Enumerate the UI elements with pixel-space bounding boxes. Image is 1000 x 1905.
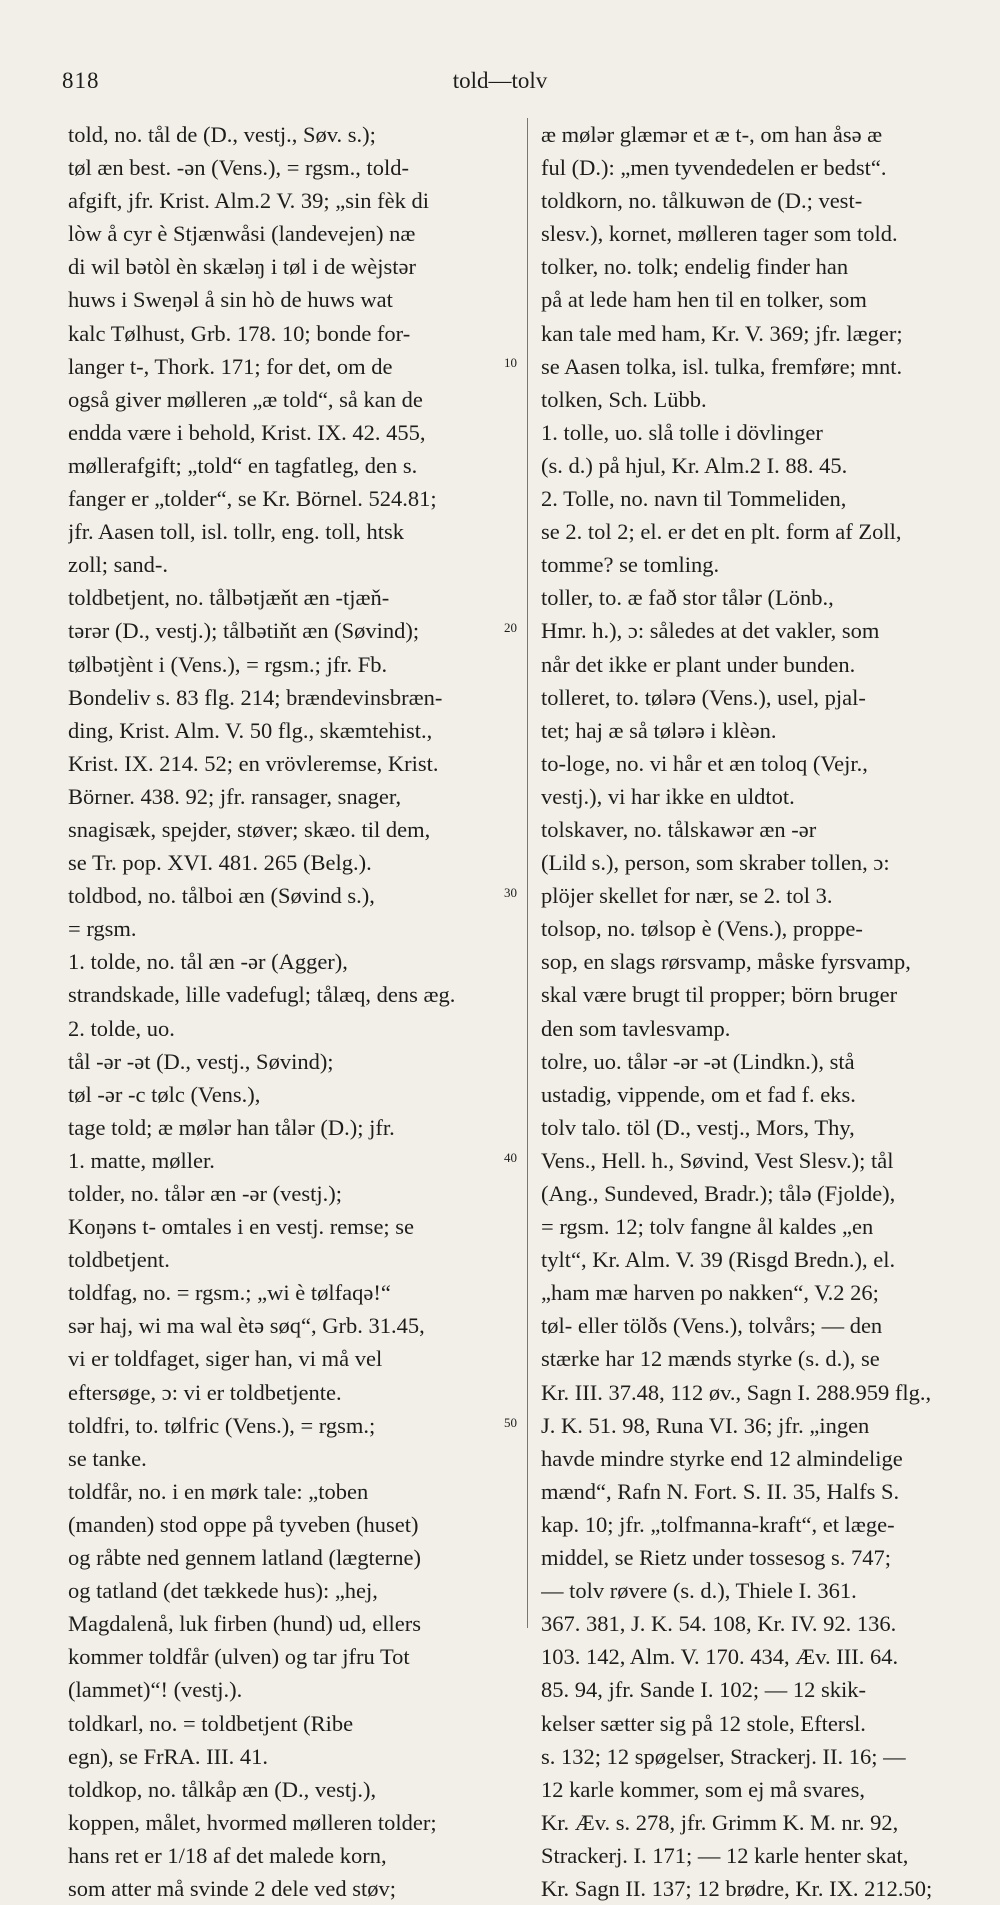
- text-line: Börner. 438. 92; jfr. ransager, snager,: [68, 783, 402, 809]
- text-line: tolder, no. tålər æn -ər (vestj.);: [68, 1181, 343, 1206]
- text-line: toldbod, no. tålboi æn (Søvind s.),: [68, 883, 375, 909]
- text-line: se tanke.: [68, 1445, 147, 1471]
- text-line: også giver mølleren „æ told“, så kan de: [68, 386, 423, 412]
- text-line: kan tale med ham, Kr. V. 369; jfr. læger;: [541, 320, 903, 346]
- text-line: J. K. 51. 98, Runa VI. 36; jfr. „ingen: [541, 1412, 870, 1438]
- text-line: kelser sætter sig på 12 stole, Eftersl.: [541, 1710, 866, 1736]
- text-line: Kr. III. 37.48, 112 øv., Sagn I. 288.959 flg.,: [541, 1379, 932, 1405]
- text-line: middel, se Rietz under tossesog s. 747;: [541, 1545, 891, 1571]
- text-line: og råbte ned gennem latland (lægterne): [68, 1545, 421, 1571]
- text-line: og tatland (det tækkede hus): „hej,: [68, 1578, 378, 1604]
- text-line: 2. Tolle, no. navn til Tommeliden,: [541, 486, 847, 512]
- text-line: slesv.), kornet, mølleren tager som told.: [541, 221, 898, 247]
- text-line: eftersøge, ɔ: vi er toldbetjente.: [68, 1379, 342, 1405]
- text-line: told, no. tål de (D., vestj., Søv. s.);: [68, 122, 376, 147]
- text-line: toldbetjent.: [68, 1247, 170, 1273]
- text-line: Vens., Hell. h., Søvind, Vest Slesv.); tål: [541, 1147, 894, 1173]
- text-line: den som tavlesvamp.: [541, 1015, 731, 1041]
- text-line: toldfår, no. i en mørk tale: „toben: [68, 1478, 369, 1504]
- text-line: tolken, Sch. Lübb.: [541, 386, 707, 412]
- text-line: hans ret er 1/18 af det malede korn,: [68, 1842, 387, 1868]
- text-line: = rgsm. 12; tolv fangne ål kaldes „en: [541, 1214, 874, 1240]
- text-line: 1. tolle, uo. slå tolle i dövlinger: [541, 419, 823, 445]
- text-line: tərər (D., vestj.); tålbətiňt æn (Søvind);: [68, 618, 420, 644]
- text-line: havde mindre styrke end 12 almindelige: [541, 1445, 903, 1471]
- text-line: æ mølər glæmər et æ t-, om han åsə æ: [541, 122, 883, 147]
- text-line: toldkorn, no. tålkuwən de (D.; vest-: [541, 188, 863, 214]
- right-column: [541, 118, 977, 1905]
- text-line: tomme? se tomling.: [541, 552, 720, 578]
- text-line: 1. matte, møller.: [68, 1147, 215, 1173]
- text-line: fanger er „tolder“, se Kr. Börnel. 524.81;: [68, 486, 437, 512]
- text-line: huws i Sweŋəl å sin hò de huws wat: [68, 287, 393, 313]
- text-line: tet; haj æ så tølərə i klèən.: [541, 717, 777, 743]
- text-line: kommer toldfår (ulven) og tar jfru Tot: [68, 1644, 410, 1670]
- text-line: tøl- eller tölðs (Vens.), tolvårs; — den: [541, 1313, 883, 1339]
- text-line: se Tr. pop. XVI. 481. 265 (Belg.).: [68, 850, 372, 876]
- text-line: 2. tolde, uo.: [68, 1015, 175, 1041]
- text-line: ding, Krist. Alm. V. 50 flg., skæmtehist.,: [68, 717, 433, 743]
- text-line: Strackerj. I. 171; — 12 karle henter skat,: [541, 1842, 909, 1868]
- text-line: toldfag, no. = rgsm.; „wi è tølfaqə!“: [68, 1280, 391, 1306]
- text-line: zoll; sand-.: [68, 552, 168, 578]
- text-line: vestj.), vi har ikke en uldtot.: [541, 783, 795, 809]
- page-number: 818: [62, 68, 100, 93]
- text-line: på at lede ham hen til en tolker, som: [541, 287, 867, 313]
- text-line: sər haj, wi ma wal ètə søq“, Grb. 31.45,: [68, 1313, 425, 1339]
- text-line: 12 karle kommer, som ej må svares,: [541, 1776, 866, 1802]
- text-line: = rgsm.: [68, 916, 137, 942]
- text-line: 103. 142, Alm. V. 170. 434, Æv. III. 64.: [541, 1644, 899, 1670]
- text-line: afgift, jfr. Krist. Alm.2 V. 39; „sin fèk di: [68, 188, 430, 214]
- text-line: tølbətjènt i (Vens.), = rgsm.; jfr. Fb.: [68, 651, 388, 677]
- text-line: når det ikke er plant under bunden.: [541, 651, 856, 677]
- text-line: egn), se FrRA. III. 41.: [68, 1743, 268, 1769]
- text-line: toldkarl, no. = toldbetjent (Ribe: [68, 1710, 354, 1736]
- text-line: tolsop, no. tølsop è (Vens.), proppe-: [541, 916, 863, 942]
- text-line: ustadig, vippende, om et fad f. eks.: [541, 1081, 856, 1107]
- text-line: (Ang., Sundeved, Bradr.); tålə (Fjolde),: [541, 1181, 896, 1206]
- text-line: mænd“, Rafn N. Fort. S. II. 35, Halfs S.: [541, 1478, 900, 1504]
- text-line: toldfri, to. tølfric (Vens.), = rgsm.;: [68, 1412, 376, 1438]
- text-line: Koŋəns t- omtales i en vestj. remse; se: [68, 1214, 415, 1240]
- text-line: (s. d.) på hjul, Kr. Alm.2 I. 88. 45.: [541, 452, 848, 478]
- text-line: Kr. Sagn II. 137; 12 brødre, Kr. IX. 212.50;: [541, 1875, 933, 1901]
- text-line: Bondeliv s. 83 flg. 214; brændevinsbræn-: [68, 684, 443, 710]
- text-line: tolre, uo. tålər -ər -ət (Lindkn.), stå: [541, 1048, 855, 1074]
- text-line: tage told; æ mølər han tålər (D.); jfr.: [68, 1114, 395, 1140]
- text-line: s. 132; 12 spøgelser, Strackerj. II. 16; —: [541, 1743, 906, 1769]
- line-number: 40: [504, 1150, 517, 1165]
- running-head: told—tolv: [452, 68, 548, 93]
- text-line: møllerafgift; „told“ en tagfatleg, den s.: [68, 452, 418, 478]
- left-column: [68, 118, 504, 1905]
- text-line: tøl -ər -c tølc (Vens.),: [68, 1081, 261, 1107]
- text-line: plöjer skellet for nær, se 2. tol 3.: [541, 883, 833, 909]
- text-line: se 2. tol 2; el. er det en plt. form af Zoll,: [541, 519, 902, 545]
- text-line: som atter må svinde 2 dele ved støv;: [68, 1875, 397, 1901]
- text-line: tolker, no. tolk; endelig finder han: [541, 254, 849, 280]
- text-line: „ham mæ harven po nakken“, V.2 26;: [541, 1280, 879, 1306]
- page-header: [0, 68, 1000, 104]
- text-line: 1. tolde, no. tål æn -ər (Agger),: [68, 949, 348, 975]
- text-line: kalc Tølhust, Grb. 178. 10; bonde for-: [68, 320, 411, 346]
- text-line: se Aasen tolka, isl. tulka, fremføre; mnt.: [541, 353, 903, 379]
- text-line: Krist. IX. 214. 52; en vrövleremse, Krist.: [68, 750, 439, 776]
- text-line: tylt“, Kr. Alm. V. 39 (Risgd Bredn.), el.: [541, 1247, 896, 1273]
- text-line: vi er toldfaget, siger han, vi må vel: [68, 1346, 383, 1372]
- text-line: jfr. Aasen toll, isl. tollr, eng. toll, htsk: [68, 519, 404, 545]
- text-line: koppen, målet, hvormed mølleren tolder;: [68, 1809, 437, 1835]
- text-line: (Lild s.), person, som skraber tollen, ɔ:: [541, 850, 890, 876]
- text-line: lòw å cyr è Stjænwåsi (landevejen) næ: [68, 221, 416, 247]
- line-number: 20: [504, 620, 517, 635]
- text-line: Magdalenå, luk firben (hund) ud, ellers: [68, 1611, 422, 1637]
- text-line: strandskade, lille vadefugl; tålæq, dens æg.: [68, 982, 456, 1008]
- line-number: 50: [504, 1415, 517, 1430]
- text-line: endda være i behold, Krist. IX. 42. 455,: [68, 419, 426, 445]
- line-number: 30: [504, 885, 517, 900]
- line-number: 10: [504, 355, 517, 370]
- text-line: sop, en slags rørsvamp, måske fyrsvamp,: [541, 949, 911, 975]
- text-line: toldbetjent, no. tålbətjæňt æn -tjæň-: [68, 585, 390, 611]
- text-line: tolleret, to. tølərə (Vens.), usel, pjal-: [541, 684, 866, 710]
- text-line: stærke har 12 mænds styrke (s. d.), se: [541, 1346, 880, 1372]
- text-line: — tolv røvere (s. d.), Thiele I. 361.: [541, 1578, 857, 1604]
- column-divider: [527, 118, 528, 1628]
- text-line: snagisæk, spejder, støver; skæo. til dem,: [68, 816, 431, 842]
- text-line: kap. 10; jfr. „tolfmanna-kraft“, et læge-: [541, 1511, 895, 1537]
- text-line: tøl æn best. -ən (Vens.), = rgsm., told-: [68, 155, 409, 181]
- text-line: (manden) stod oppe på tyveben (huset): [68, 1511, 419, 1537]
- text-line: tolskaver, no. tålskawər æn -ər: [541, 816, 817, 842]
- text-line: di wil bətòl èn skæləŋ i tøl i de wèjstər: [68, 254, 416, 280]
- text-line: toldkop, no. tålkåp æn (D., vestj.),: [68, 1776, 377, 1802]
- text-line: tål -ər -ət (D., vestj., Søvind);: [68, 1048, 334, 1074]
- text-line: to-loge, no. vi hår et æn toloq (Vejr.,: [541, 750, 868, 776]
- text-line: Hmr. h.), ɔ: således at det vakler, som: [541, 618, 880, 644]
- text-line: skal være brugt til propper; börn bruger: [541, 982, 898, 1008]
- text-line: langer t-, Thork. 171; for det, om de: [68, 353, 393, 379]
- text-line: 367. 381, J. K. 54. 108, Kr. IV. 92. 136.: [541, 1611, 897, 1637]
- text-line: ful (D.): „men tyvendedelen er bedst“.: [541, 155, 887, 181]
- text-line: tolv talo. töl (D., vestj., Mors, Thy,: [541, 1114, 855, 1140]
- text-line: (lammet)“! (vestj.).: [68, 1677, 243, 1703]
- text-line: Kr. Æv. s. 278, jfr. Grimm K. M. nr. 92,: [541, 1809, 899, 1835]
- text-line: toller, to. æ fað stor tålər (Lönb.,: [541, 585, 834, 611]
- text-line: 85. 94, jfr. Sande I. 102; — 12 skik-: [541, 1677, 866, 1703]
